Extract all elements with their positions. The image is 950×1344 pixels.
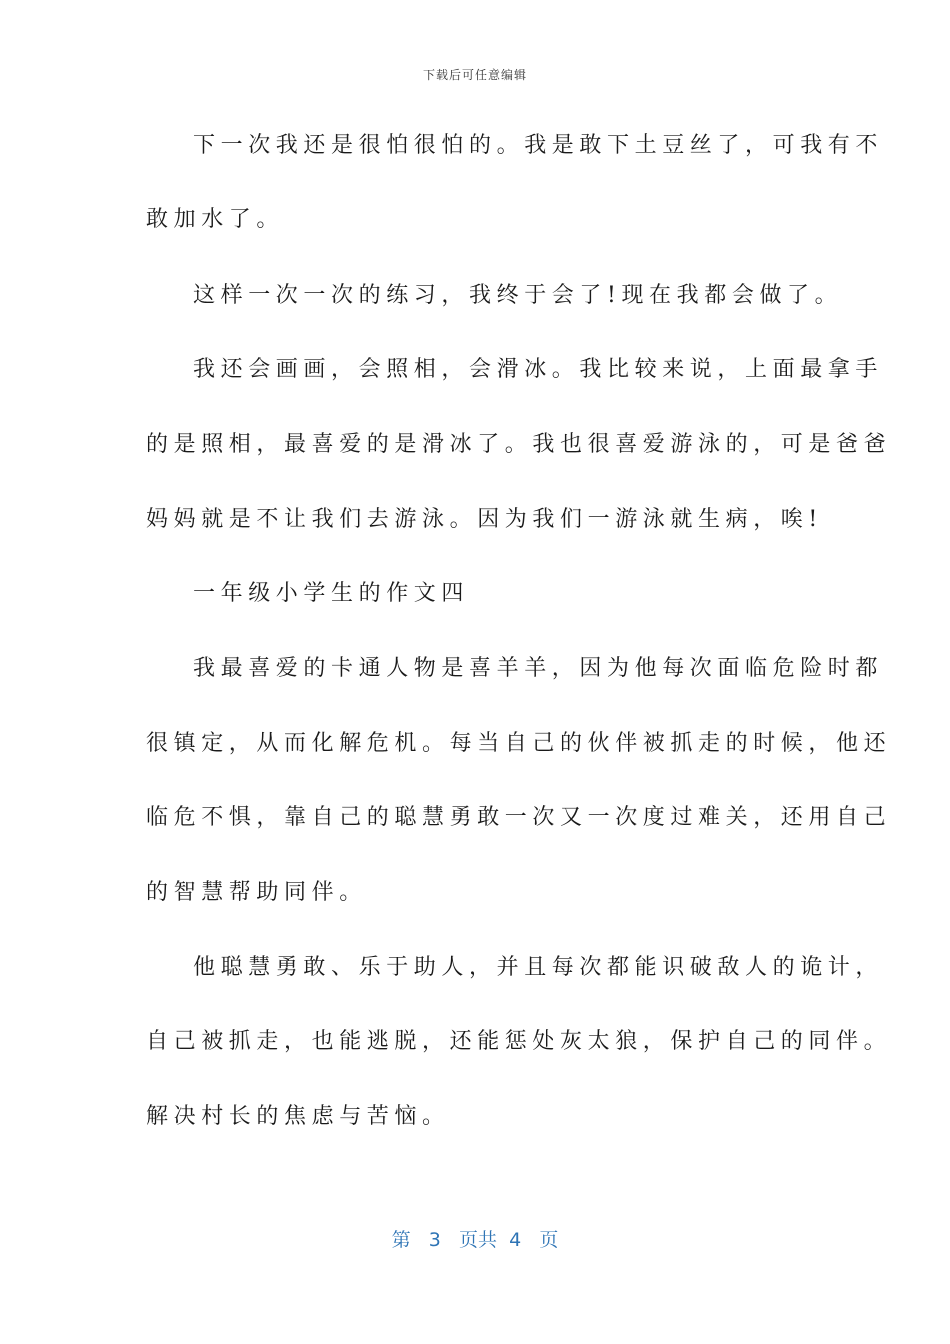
paragraph-line: 的是照相，最喜爱的是滑冰了。我也很喜爱游泳的，可是爸爸 bbox=[146, 432, 892, 457]
paragraph-line: 下一次我还是很怕很怕的。我是敢下土豆丝了，可我有不 bbox=[193, 133, 884, 158]
paragraph-line: 自己被抓走，也能逃脱，还能惩处灰太狼，保护自己的同伴。 bbox=[146, 1029, 892, 1054]
paragraph-line: 临危不惧，靠自己的聪慧勇敢一次又一次度过难关，还用自己 bbox=[146, 805, 892, 830]
paragraph-line: 妈妈就是不让我们去游泳。因为我们一游泳就生病，唉! bbox=[146, 507, 823, 532]
paragraph-line: 这样一次一次的练习，我终于会了!现在我都会做了。 bbox=[193, 283, 843, 308]
page-footer bbox=[0, 1225, 950, 1252]
paragraph-line: 我还会画画，会照相，会滑冰。我比较来说，上面最拿手 bbox=[193, 357, 884, 382]
footer-label-total: 页共 bbox=[459, 1229, 498, 1251]
paragraph-line: 的智慧帮助同伴。 bbox=[146, 880, 367, 905]
footer-label-page: 第 bbox=[391, 1229, 411, 1251]
paragraph-line: 他聪慧勇敢、乐于助人，并且每次都能识破敌人的诡计， bbox=[193, 955, 884, 980]
section-heading: 一年级小学生的作文四 bbox=[193, 581, 470, 606]
paragraph-line: 敢加水了。 bbox=[146, 207, 285, 232]
paragraph-line: 很镇定，从而化解危机。每当自己的伙伴被抓走的时候，他还 bbox=[146, 731, 892, 756]
paragraph-line: 解决村长的焦虑与苦恼。 bbox=[146, 1104, 450, 1129]
footer-label-end: 页 bbox=[539, 1229, 559, 1251]
footer-current-page: 3 bbox=[428, 1229, 441, 1251]
page-header: 下载后可任意编辑 bbox=[422, 68, 527, 82]
paragraph-line: 我最喜爱的卡通人物是喜羊羊，因为他每次面临危险时都 bbox=[193, 656, 884, 681]
footer-total-pages: 4 bbox=[509, 1229, 522, 1251]
